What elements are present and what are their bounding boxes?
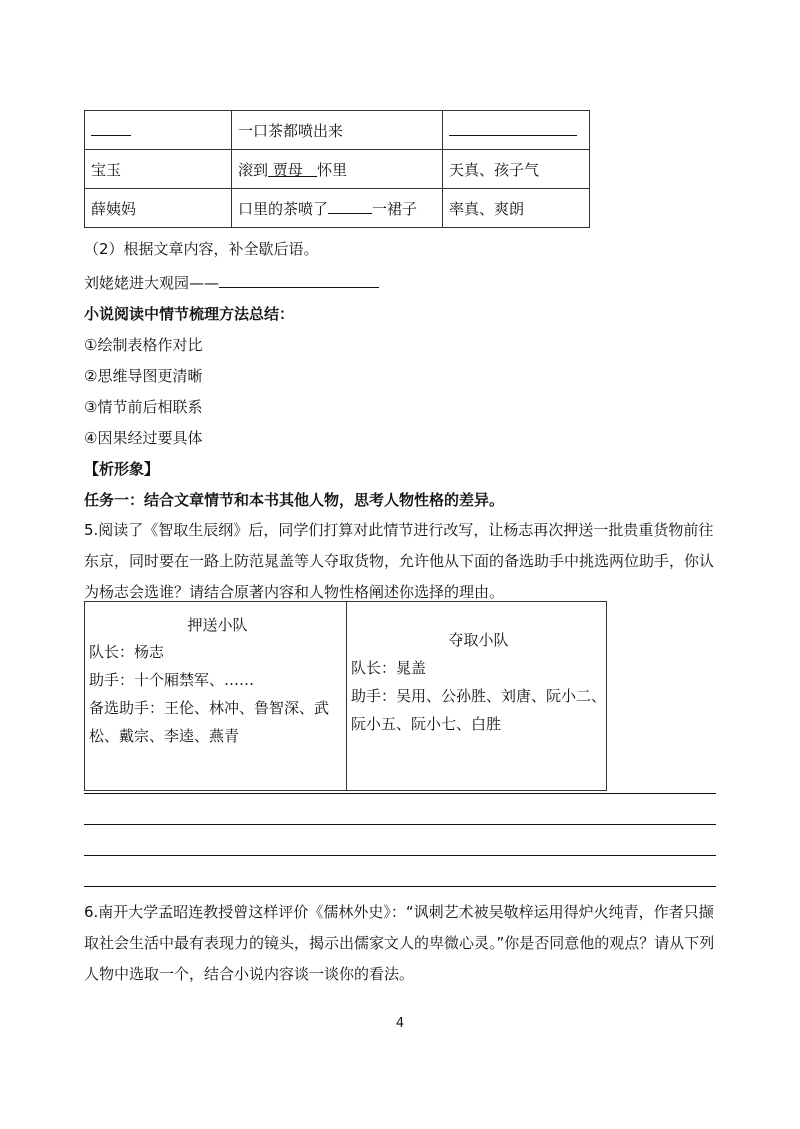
cell-text: 一裙子 bbox=[372, 199, 418, 218]
team-line: 助手：吴用、公孙胜、刘唐、阮小二、 bbox=[351, 687, 607, 705]
table-row bbox=[85, 189, 590, 228]
cell-text: 滚到 bbox=[238, 160, 269, 179]
team-line: 助手：十个厢禁军、…… bbox=[89, 671, 255, 689]
method-item: ①绘制表格作对比 bbox=[84, 336, 203, 354]
table-cell: 率真、爽朗 bbox=[443, 189, 590, 228]
table-cell: 薛姨妈 bbox=[85, 189, 232, 228]
question-5: 5.阅读了《智取生辰纲》后，同学们打算对此情节进行改写，让杨志再次押送一批贵重货物前往东京，同时要在一路上防范晁盖等人夺取货物，允许他从下面的备选助手中挑选两位助手，你认为杨志会选谁？请结合原著内容和人物性格阐述你选择的理由。 bbox=[84, 521, 715, 601]
table-cell: 天真、孩子气 bbox=[443, 150, 590, 189]
xiehouyu-line bbox=[84, 273, 379, 291]
team-line: 队长：杨志 bbox=[89, 643, 165, 661]
section-title: 【析形象】 bbox=[84, 460, 160, 478]
answer-blank[interactable] bbox=[328, 199, 372, 214]
table-cell bbox=[232, 150, 443, 189]
method-item: ②思维导图更清晰 bbox=[84, 367, 203, 385]
character-table bbox=[84, 110, 590, 228]
cell-text: 口里的茶喷了 bbox=[238, 199, 329, 218]
table-cell: 宝玉 bbox=[85, 150, 232, 189]
table-cell[interactable] bbox=[85, 111, 232, 150]
answer-blank[interactable] bbox=[449, 121, 577, 136]
method-item: ③情节前后相联系 bbox=[84, 398, 203, 416]
question-6: 6.南开大学孟昭连教授曾这样评价《儒林外史》：“讽刺艺术被吴敬梓运用得炉火纯青，作者只撷取社会生活中最有表现力的镜头，揭示出儒家文人的卑微心灵。”你是否同意他的观点？请从下列人物中选取一个，结合小说内容谈一谈你的看法。 bbox=[84, 903, 715, 983]
answer-line[interactable] bbox=[84, 886, 716, 887]
table-row bbox=[85, 150, 590, 189]
seize-team-title: 夺取小队 bbox=[448, 631, 509, 649]
team-line: 阮小五、阮小七、白胜 bbox=[351, 715, 502, 733]
xiehouyu-prefix: 刘姥姥进大观园—— bbox=[84, 274, 220, 292]
question-2: （2）根据文章内容，补全歇后语。 bbox=[84, 240, 319, 258]
answer-line[interactable] bbox=[84, 855, 716, 856]
team-line: 队长：晁盖 bbox=[351, 659, 427, 677]
filled-answer: 贾母 bbox=[272, 160, 303, 179]
summary-title: 小说阅读中情节梳理方法总结： bbox=[84, 305, 295, 323]
table-row bbox=[85, 602, 607, 791]
task-1: 任务一：结合文章情节和本书其他人物，思考人物性格的差异。 bbox=[84, 491, 505, 509]
answer-blank[interactable] bbox=[219, 273, 379, 288]
team-table bbox=[84, 601, 607, 791]
escort-team-title: 押送小队 bbox=[187, 616, 248, 634]
escort-team-cell bbox=[85, 602, 347, 791]
answer-line[interactable] bbox=[84, 793, 716, 794]
team-line: 松、戴宗、李逵、燕青 bbox=[89, 727, 240, 745]
page-number: 4 bbox=[395, 1016, 405, 1031]
table-cell: 一口茶都喷出来 bbox=[232, 111, 443, 150]
cell-text: 怀里 bbox=[317, 160, 348, 179]
table-cell[interactable] bbox=[443, 111, 590, 150]
table-cell bbox=[232, 189, 443, 228]
answer-blank[interactable] bbox=[91, 121, 131, 136]
method-item: ④因果经过要具体 bbox=[84, 429, 203, 447]
seize-team-cell bbox=[347, 602, 607, 791]
answer-line[interactable] bbox=[84, 824, 716, 825]
team-line: 备选助手：王伦、林冲、鲁智深、武 bbox=[89, 699, 330, 717]
table-row bbox=[85, 111, 590, 150]
